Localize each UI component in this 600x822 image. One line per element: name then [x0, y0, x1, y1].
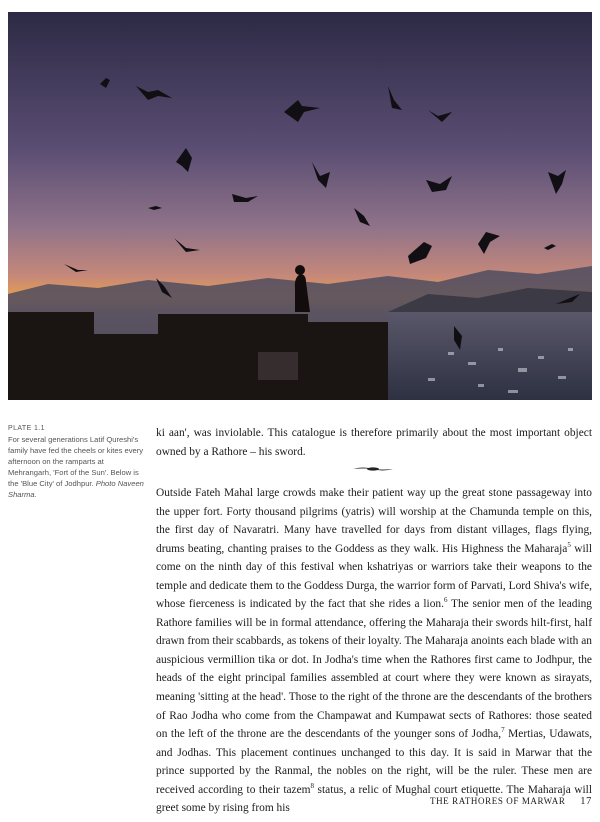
footnote-ref-7[interactable]: 7	[501, 726, 505, 735]
footnote-ref-5[interactable]: 5	[567, 540, 571, 549]
photo-caption	[8, 423, 146, 500]
page-footer	[430, 796, 592, 807]
body-paragraph	[156, 484, 592, 818]
body-sentence-3: The senior men of the leading Rathore families will be in formal attendance, offering the Maharaja their swords hilt-first, half drawn from their scabbards, as tokens of their loyalty. The Maharaja anoints each blade with an auspicious vermillion tika or dot. In Jodha's time when the Rathores first came to Jodhpur, the heads of the eight principal families assembled at court where they were known as sirayats, meaning 'sitting at the head'. Those to the right of the throne are the descendants of the brothers of Rao Jodha who come from the Champawat and Kumpawat sects of Rathores: those seated on the left of the throne are the descendants of the younger sons of Jodha,	[156, 598, 593, 741]
body-sentence-1: Outside Fateh Mahal large crowds make their patient way up the great stone passageway into the upper fort. Forty thousand pilgrims (yatris) will worship at the Chamunda temple on this, the first day of Navaratri. Many have travelled for days from distant villages, flags flying, drums beating, chanting praises to the Goddess as they walk. His Highness the Maharaja	[156, 487, 592, 555]
body-sentence-4: Mertias, Udawats, and Jodhas. This placement continues unchanged to this day. It is said in Marwar that the prince supported by the Ranmal, the nobles on the right, will be the ruler. These men are received according to their tazem	[156, 728, 593, 796]
body-sentence-5: status, a relic of Mughal court etiquette. The Maharaja will greet some by rising from his	[156, 783, 592, 815]
photo-illustration	[8, 12, 592, 400]
photo-credit: Photo Naveen Sharma.	[8, 479, 144, 499]
photo-kites-over-mehrangarh	[8, 12, 592, 400]
lead-paragraph: ki aan', was inviolable. This catalogue is therefore primarily about the most important object owned by a Rathore – his sword.	[156, 427, 592, 458]
running-head: THE RATHORES OF MARWAR	[429, 796, 566, 806]
body-paragraph-text	[156, 484, 592, 818]
footnote-ref-8[interactable]: 8	[310, 781, 315, 790]
page-number: 17	[580, 796, 592, 807]
body-sentence-2: will come on the ninth day of this festival when kshatriyas or warriors take their weapons to the temple and dedicate them to the Goddess Durga, the warrior form of Parvati, Lord Shiva's wife, whose fierceness is indicated by the fact that she rides a lion.	[156, 542, 592, 611]
caption-text: For several generations Latif Qureshi's family have fed the cheels or kites every afternoon on the ramparts at Mehrangarh, 'Fort of the Sun'. Below is the 'Blue City' of Jodhpur.	[8, 435, 144, 488]
plate-label: PLATE 1.1	[8, 425, 45, 432]
section-divider-ornament	[353, 466, 393, 472]
footnote-ref-6[interactable]: 6	[443, 596, 448, 605]
